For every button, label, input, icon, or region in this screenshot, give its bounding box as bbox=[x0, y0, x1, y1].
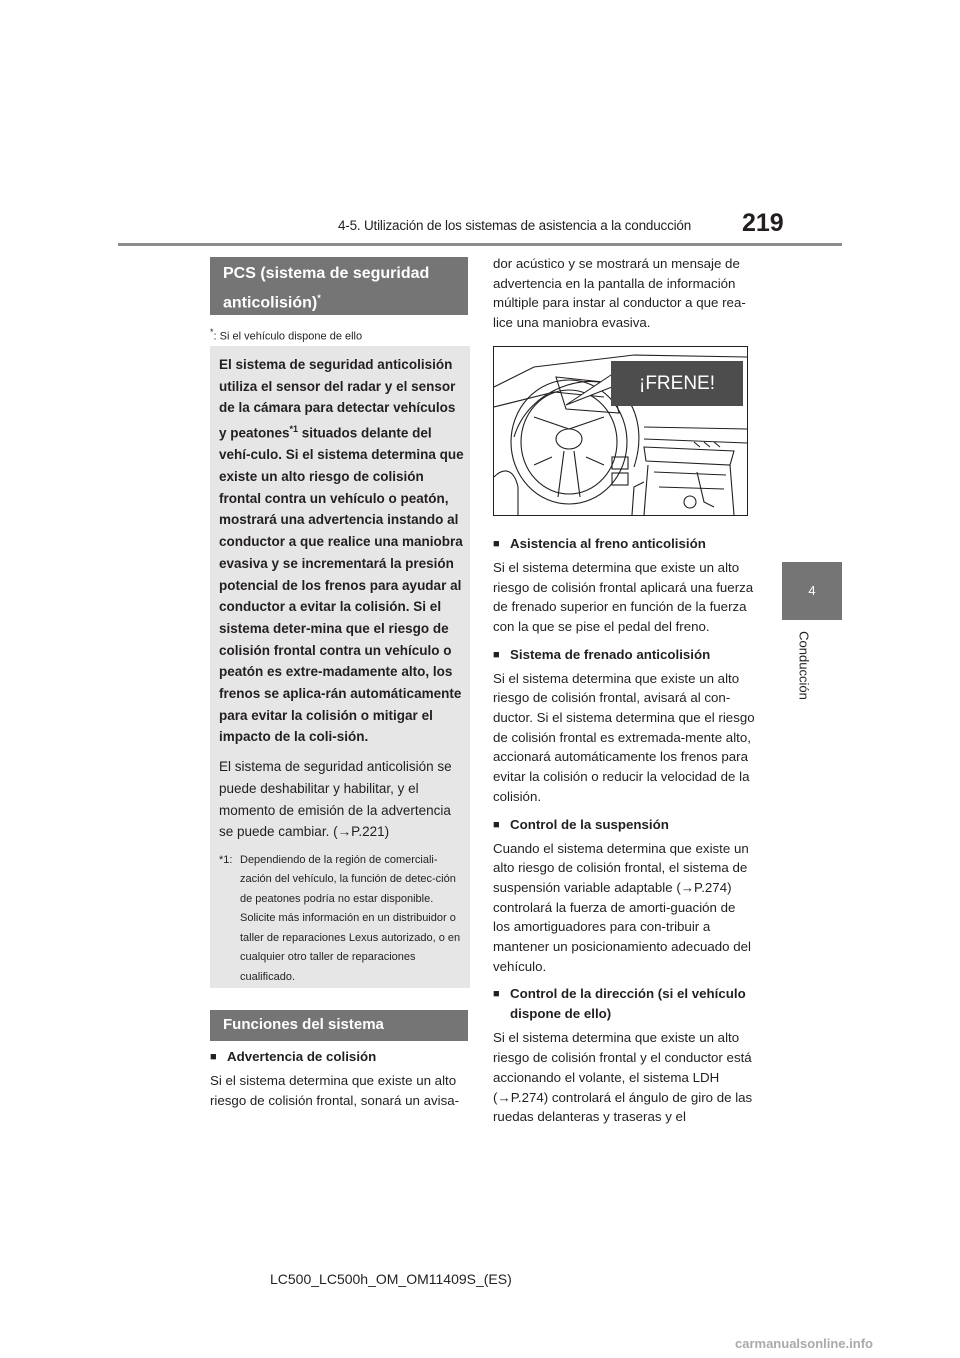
steering-text: Si el sistema determina que existe un alto riesgo de colisión frontal y el conductor está accionando el volante, el sistema LDH (→P.274) controlará el ángulo de giro de las ruedas delanteras y traseras y el bbox=[493, 1030, 753, 1125]
brake-assist-text: Si el sistema determina que existe un alto riesgo de colisión frontal aplicará una fuerza de frenado superior en función de la fuerza con la que se pise el pedal del freno. bbox=[493, 559, 754, 634]
header-divider bbox=[118, 243, 842, 246]
availability-footnote: *: Si el vehículo dispone de ello bbox=[210, 327, 363, 343]
pcs-summary-box bbox=[210, 346, 470, 988]
chapter-label: Conducción bbox=[796, 631, 812, 700]
square-bullet-icon: ■ bbox=[493, 537, 500, 550]
pcs-title-mark: * bbox=[317, 293, 321, 303]
steering-heading: ■ Control de la dirección (si el vehículo dispone de ello) bbox=[493, 984, 755, 1024]
collision-warning-section bbox=[210, 1047, 472, 1110]
functions-section-title: Funciones del sistema bbox=[210, 1010, 468, 1040]
suspension-heading: ■ Control de la suspensión bbox=[493, 815, 755, 835]
pcs-summary-bold: El sistema de seguridad anticolisión utiliza el sensor del radar y el sensor de la cámara para detectar vehículos y peatones$^{*1}$ situados delante del vehí-culo. Si el sistema determina que existe un alto riesgo de colisión frontal contra un vehículo o peatón, mostrará una advertencia instando al conductor a que realice una maniobra evasiva y se incrementará la presión potencial de los frenos para ayudar al conductor a evitar la colisión. Si el sistema deter-mina que el riesgo de colisión frontal contra un vehículo o peatón es extre-madamente alto, los frenos se aplica-rán automáticamente para evitar la colisión o mitigar el impacto de la coli-sión. bbox=[219, 357, 464, 745]
square-bullet-icon: ■ bbox=[493, 648, 500, 661]
collision-warning-text-cont: dor acústico y se mostrará un mensaje de advertencia en la pantalla de información múltiple para instar al conductor a que rea-lice una maniobra evasiva. bbox=[493, 256, 746, 331]
collision-warning-heading: ■ Advertencia de colisión bbox=[210, 1047, 472, 1067]
square-bullet-icon: ■ bbox=[493, 818, 500, 831]
frene-warning-message: ¡FRENE! bbox=[611, 361, 743, 406]
chapter-tab[interactable] bbox=[782, 562, 842, 620]
chapter-number: 4 bbox=[808, 583, 816, 598]
pcs-title-line2: anticolisión)* bbox=[223, 293, 321, 312]
suspension-text: Cuando el sistema determina que existe un alto riesgo de colisión frontal, el sistema de suspensión variable adaptable (→P.274) controlará la fuerza de amorti-guación de los amortiguadores para con-tribuir a mantener un posicionamiento adecuado del vehículo. bbox=[493, 840, 751, 974]
page-number: 219 bbox=[742, 209, 784, 237]
pcs-title-line1: PCS (sistema de seguridad bbox=[223, 265, 430, 282]
pedestrian-footnote bbox=[219, 851, 470, 988]
square-bullet-icon: ■ bbox=[210, 1051, 217, 1063]
brake-assist-heading: ■ Asistencia al freno anticolisión bbox=[493, 534, 755, 554]
header-section-title: 4-5. Utilización de los sistemas de asistencia a la conducción bbox=[338, 218, 692, 233]
document-code: LC500_LC500h_OM_OM11409S_(ES) bbox=[270, 1271, 512, 1287]
pcs-section-title bbox=[210, 257, 468, 315]
watermark[interactable]: carmanualsonline.info bbox=[735, 1336, 873, 1351]
functions-title-rule bbox=[210, 1040, 468, 1041]
pedestrian-footnote-mark: *1: bbox=[219, 853, 233, 866]
pedestrian-note-ref[interactable]: *1 bbox=[289, 424, 299, 435]
braking-system-heading: ■ Sistema de frenado anticolisión bbox=[493, 645, 755, 665]
collision-warning-text: Si el sistema determina que existe un alto riesgo de colisión frontal, sonará un avisa- bbox=[210, 1073, 460, 1108]
square-bullet-icon: ■ bbox=[493, 988, 500, 1001]
pcs-summary-settings: El sistema de seguridad anticolisión se puede deshabilitar y habilitar, y el momento de emisión de la advertencia se puede cambiar. (→P.221) bbox=[219, 759, 452, 840]
pedestrian-footnote-text: Dependiendo de la región de comerciali-zación del vehículo, la función de detec-ción de peatones podría no estar disponible. Solicite más información en un distribuidor o taller de reparaciones Lexus autorizado, o en cualquier otro taller de reparaciones cualificado. bbox=[240, 853, 461, 983]
braking-system-text: Si el sistema determina que existe un alto riesgo de colisión frontal, avisará al con-ductor. Si el sistema determina que el riesgo de colisión frontal es extremada-mente alto, accionará automáticamente los frenos para evitar la colisión o reducir la velocidad de la colisión. bbox=[493, 670, 755, 804]
